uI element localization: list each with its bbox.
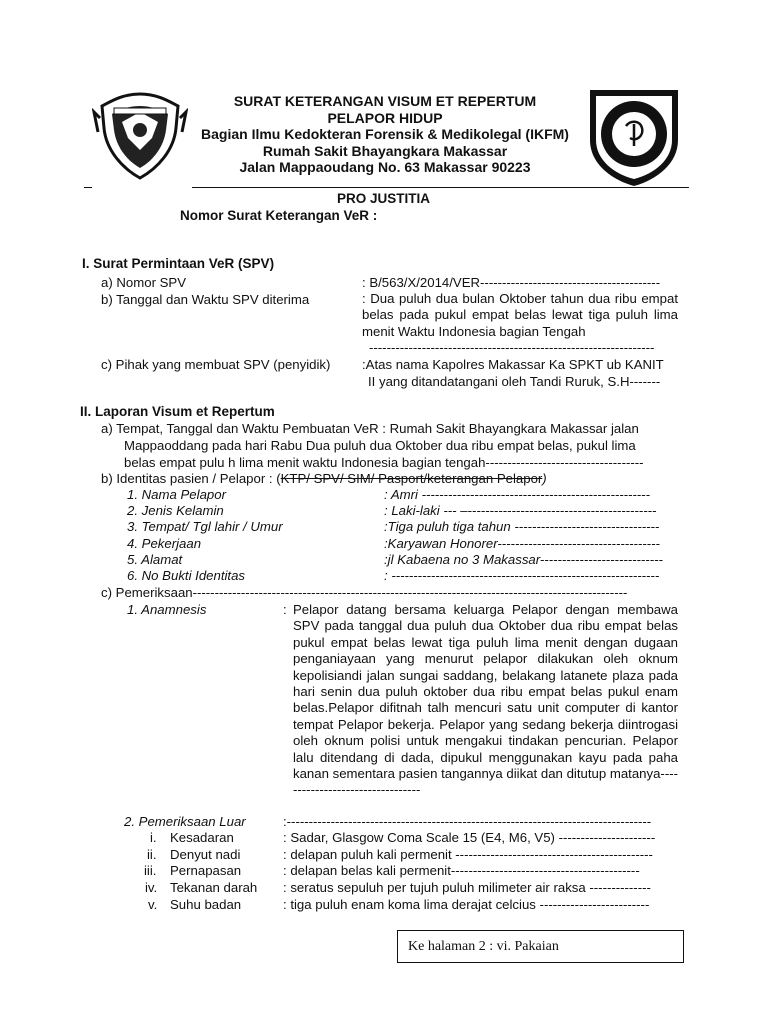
header-hospital: Rumah Sakit Bhayangkara Makassar xyxy=(262,142,508,159)
header-subtitle: PELAPOR HIDUP xyxy=(327,109,443,126)
identity-value: : Laki-laki --- –------------------------------------------- xyxy=(384,503,657,518)
next-page-text: Ke halaman 2 : vi. Pakaian xyxy=(408,939,559,954)
spv-issuer-value: :Atas nama Kapolres Makassar Ka SPKT ub KANIT xyxy=(362,357,664,372)
header-department: Bagian Ilmu Kedokteran Forensik & Medikolegal (IKFM) xyxy=(201,126,569,143)
vital-label: Tekanan darah xyxy=(170,880,258,895)
spv-received-label: b) Tanggal dan Waktu SPV diterima xyxy=(101,292,310,307)
identity-row: 5. Alamat xyxy=(127,552,183,567)
ver-place-time-2: Mappaoddang pada hari Rabu Dua puluh dua Oktober dua ribu empat belas, pukul lima xyxy=(124,438,636,453)
vital-label: Suhu badan xyxy=(170,897,242,912)
vital-value: : delapan puluh kali permenit --------------------------------------------- xyxy=(283,847,653,862)
vital-value: : tiga puluh enam koma lima derajat celcius ------------------------- xyxy=(283,897,650,912)
identity-row: 2. Jenis Kelamin xyxy=(127,503,224,518)
spv-number-value: : B/563/X/2014/VER----------------------------------------- xyxy=(362,275,661,290)
header-title: SURAT KETERANGAN VISUM ET REPERTUM xyxy=(233,93,537,109)
document-header xyxy=(180,93,590,176)
identity-struck-options: KTP/ SPV/ SIM/ Pasport/keterangan Pelapor xyxy=(280,471,543,486)
identity-row: 4. Pekerjaan xyxy=(127,536,202,551)
pemeriksaan-luar-label: 2. Pemeriksaan Luar xyxy=(124,814,246,829)
identity-row: 1. Nama Pelapor xyxy=(127,487,226,502)
vital-label: Kesadaran xyxy=(170,830,234,845)
spv-issuer-label: c) Pihak yang membuat SPV (penyidik) xyxy=(101,357,331,372)
identity-heading xyxy=(101,471,547,486)
anamnesis-label: 1. Anamnesis xyxy=(127,602,207,617)
header-divider-short xyxy=(84,187,92,188)
spv-issuer-value-2: II yang ditandatangani oleh Tandi Ruruk, S.H------- xyxy=(368,374,661,389)
identity-row: 3. Tempat/ Tgl lahir / Umur xyxy=(127,519,283,534)
identity-row: 6. No Bukti Identitas xyxy=(127,568,246,583)
identity-value: :Karyawan Honorer------------------------------------- xyxy=(384,536,660,551)
nomor-surat-label: Nomor Surat Keterangan VeR : xyxy=(180,208,378,223)
vital-label: Pernapasan xyxy=(170,863,242,878)
identity-value: : ------------------------------------------------------------- xyxy=(384,568,660,583)
right-shield-logo xyxy=(584,84,684,188)
vital-value: : delapan belas kali permenit------------------------------------------- xyxy=(283,863,640,878)
section-2-title: II. Laporan Visum et Repertum xyxy=(80,404,275,419)
spv-received-value: : Dua puluh dua bulan Oktober tahun dua ribu empat belas pada pukul empat belas lewat tiga puluh lima menit Waktu Indonesia bagian Tengah xyxy=(362,291,678,339)
spv-received-dashes: ----------------------------------------------------------------- xyxy=(369,340,655,355)
vital-num: iii. xyxy=(144,863,157,878)
section-1-title: I. Surat Permintaan VeR (SPV) xyxy=(82,256,275,271)
header-divider xyxy=(192,187,689,188)
identity-value: :jl Kabaena no 3 Makassar---------------------------- xyxy=(384,552,663,567)
identity-close-paren: ) xyxy=(542,471,547,486)
header-address: Jalan Mappaoudang No. 63 Makassar 90223 xyxy=(239,159,531,176)
left-emblem-logo xyxy=(92,88,188,184)
anamnesis-text: Pelapor datang bersama keluarga Pelapor dengan membawa SPV pada tanggal dua puluh dua Oktober dua ribu empat belas pukul empat belas lewat tiga puluh lima menit dengan dugaan penganiayaan yang menurut pelapor dilakukan oleh oknum kepolisiandi jalan sungai saddang, belakang latanete plaza pada hari senin dua puluh oktober dua ribu empat belas pukul enam belas.Pelapor difitnah talh mencuri satu unit computer di kantor tempat Pelapor bekerja. Pelapor yang sedang bekerja diintrogasi oleh oknum polisi untuk mengakui tindakan pencurian. Pelapor lalu ditendang di dada, dipukul menggunakan kayu pada paha kanan sementara pasien tangannya diikat dan ditutup matanya--------------------------------- xyxy=(293,602,678,798)
pemeriksaan-heading: c) Pemeriksaan--------------------------------------------------------------------------------------------------- xyxy=(101,585,628,600)
spv-number-label: a) Nomor SPV xyxy=(101,275,187,290)
vital-num: ii. xyxy=(147,847,157,862)
ver-place-time-1: a) Tempat, Tanggal dan Waktu Pembuatan VeR : Rumah Sakit Bhayangkara Makassar jalan xyxy=(101,421,639,436)
anamnesis-colon: : xyxy=(283,602,287,617)
pemeriksaan-luar-value: :----------------------------------------------------------------------------------- xyxy=(283,814,652,829)
vital-num: v. xyxy=(148,897,158,912)
vital-label: Denyut nadi xyxy=(170,847,241,862)
vital-value: : Sadar, Glasgow Coma Scale 15 (E4, M6, V5) ---------------------- xyxy=(283,830,656,845)
identity-value: :Tiga puluh tiga tahun --------------------------------- xyxy=(384,519,660,534)
identity-heading-label: b) Identitas pasien / Pelapor : ( xyxy=(101,471,281,486)
next-page-box xyxy=(397,930,684,963)
identity-value: : Amri ---------------------------------------------------- xyxy=(384,487,650,502)
pro-justitia: PRO JUSTITIA xyxy=(337,191,431,206)
vital-num: iv. xyxy=(145,880,158,895)
ver-place-time-3: belas empat pulu h lima menit waktu Indonesia bagian tengah------------------------------------ xyxy=(124,455,644,470)
vital-num: i. xyxy=(150,830,157,845)
vital-value: : seratus sepuluh per tujuh puluh milimeter air raksa -------------- xyxy=(283,880,651,895)
